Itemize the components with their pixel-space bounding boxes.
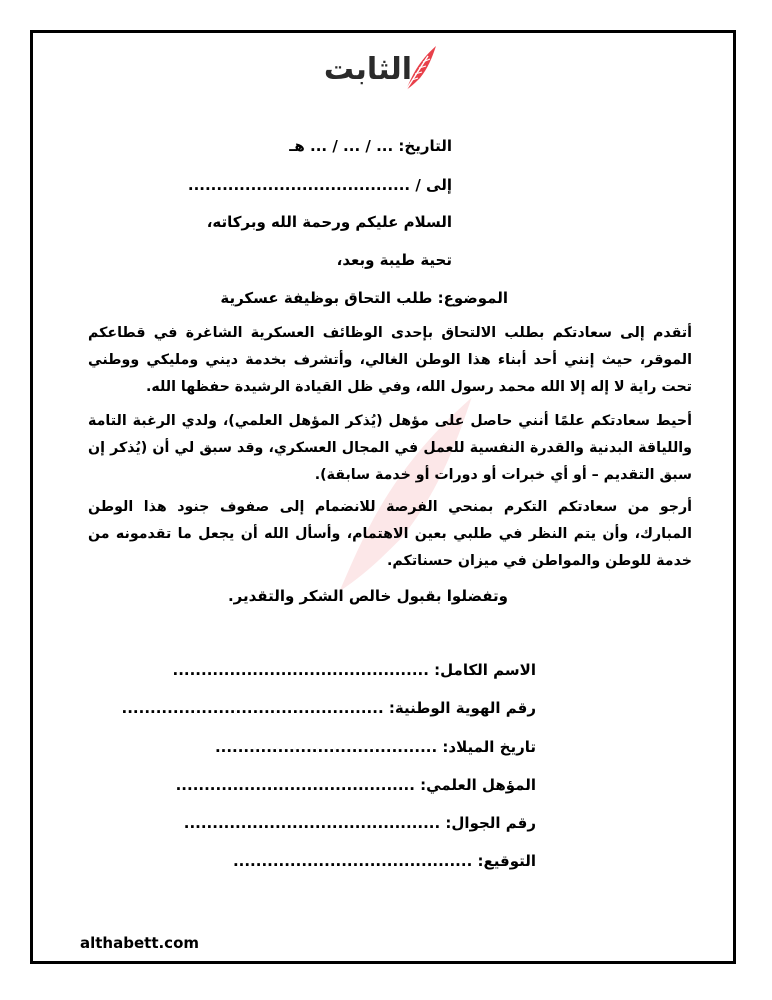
feather-icon	[402, 42, 442, 92]
salutation: تحية طيبة وبعد،	[336, 251, 452, 269]
recipient-line: إلى / .......................................	[187, 176, 452, 194]
full-name-field: الاسم الكامل: .............................................	[172, 661, 536, 679]
mobile-field: رقم الجوال: .............................................	[183, 814, 536, 832]
national-id-field: رقم الهوية الوطنية: ..............................................	[121, 699, 536, 717]
website-footer: althabett.com	[80, 934, 200, 952]
paragraph-application: أتقدم إلى سعادتكم بطلب الالتحاق بإحدى الوظائف العسكرية الشاغرة في قطاعكم الموقر، حيث إنني أحد أبناء هذا الوطن الغالي، وأتشرف بخدمة ديني ومليكي ووطني تحت راية لا إله إلا الله محمد رسول الله، وفي ظل القيادة الرشيدة حفظها الله.	[88, 325, 692, 395]
signature-field: التوقيع: ..........................................	[232, 852, 536, 870]
birth-date-field: تاريخ الميلاد: .......................................	[214, 738, 536, 756]
greeting: السلام عليكم ورحمة الله وبركاته،	[206, 213, 452, 231]
paragraph-qualification: أحيط سعادتكم علمًا أنني حاصل على مؤهل (يُذكر المؤهل العلمي)، ولدي الرغبة التامة واللياقة البدنية والقدرة النفسية للعمل في المجال العسكري، وقد سبق لي أن (يُذكر إن سبق التقديم – أو أي خبرات أو دورات أو خدمة سابقة).	[88, 413, 692, 483]
site-logo	[323, 42, 442, 98]
logo-text: الثابت	[323, 52, 412, 87]
subject-line: الموضوع: طلب التحاق بوظيفة عسكرية	[220, 289, 508, 307]
paragraph-request: أرجو من سعادتكم التكرم بمنحي الفرصة للانضمام إلى صفوف جنود هذا الوطن المبارك، وأن يتم النظر في طلبي بعين الاهتمام، وأسأل الله أن يجعل ما تقدمونه من خدمة للوطن والمواطن في ميزان حسناتكم.	[88, 499, 692, 569]
date-line: التاريخ: ... / ... / ... هـ	[289, 137, 452, 155]
closing-line: وتفضلوا بقبول خالص الشكر والتقدير.	[227, 587, 508, 605]
qualification-field: المؤهل العلمي: ..........................................	[175, 776, 536, 794]
